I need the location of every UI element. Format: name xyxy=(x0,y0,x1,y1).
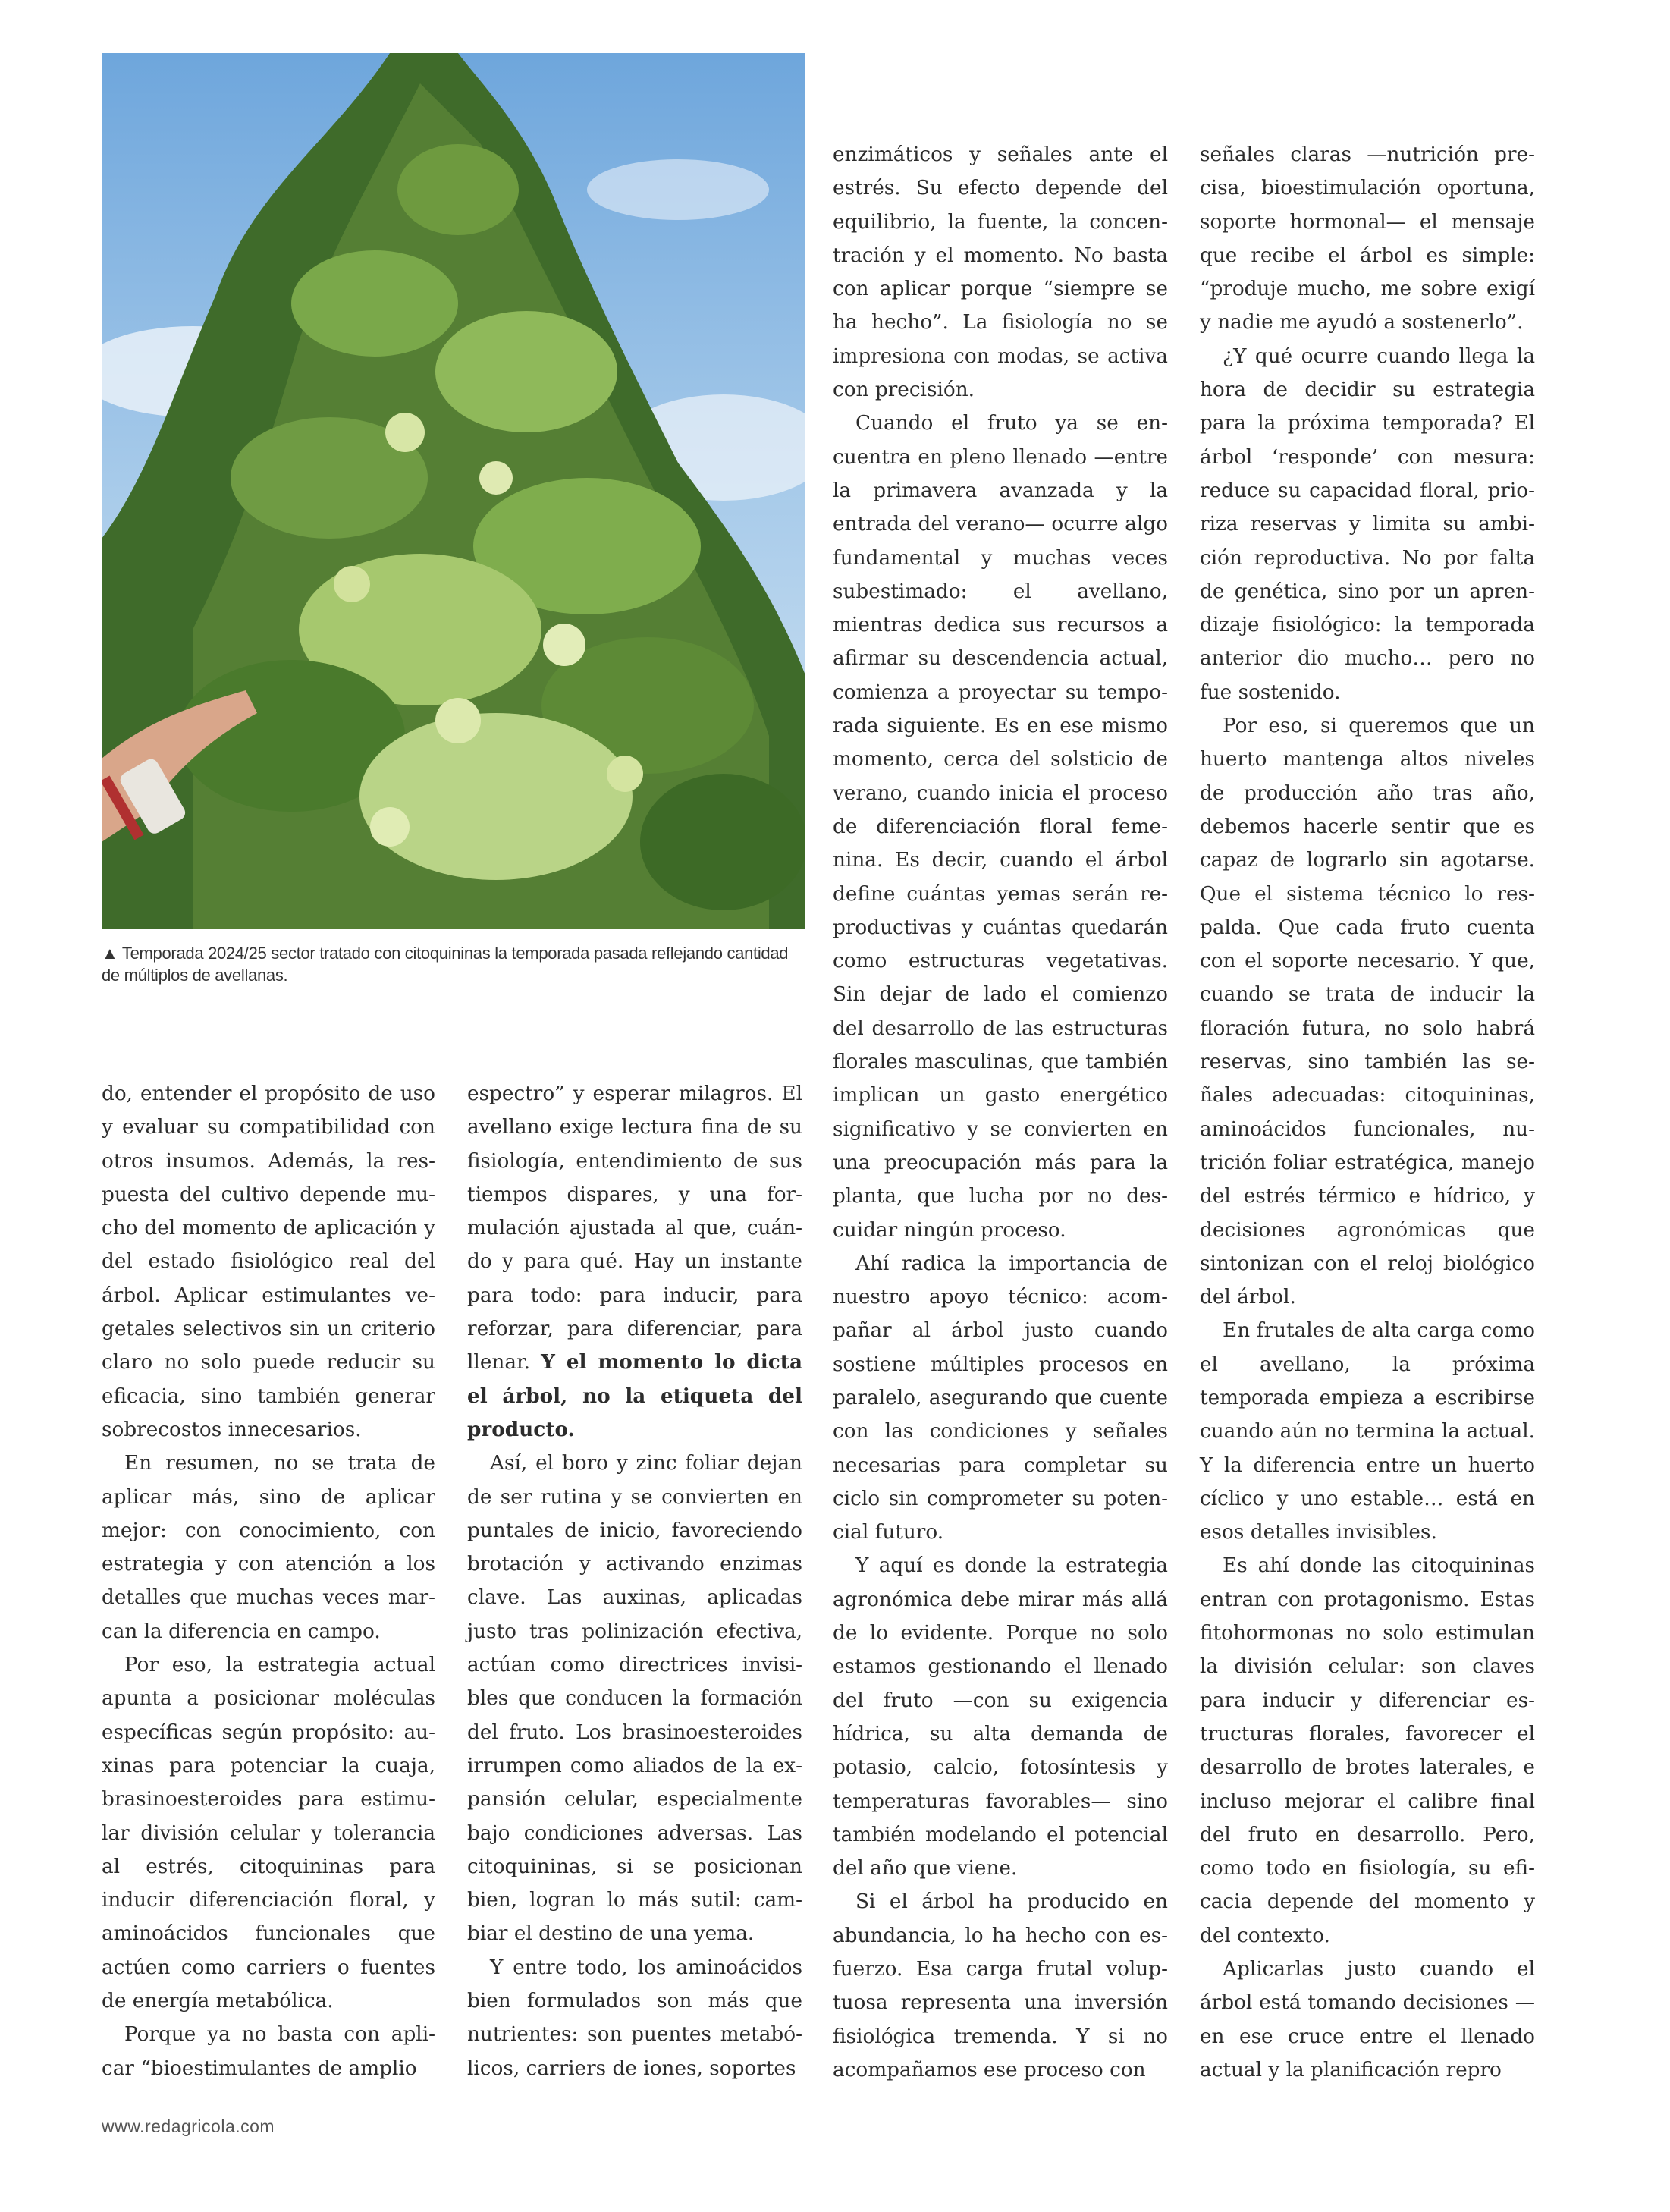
paragraph: Así, el boro y zinc foliar dejan de ser rutina y se convierten en puntales de inicio, favoreciendo brotación y activando enzimas clave. Las auxinas, aplicadas justo tras polinización efectiva, actúan como directrices invisibles que conducen la formación del fruto. Los brasinoesteroides irrumpen como aliados de la expansión celular, especialmente bajo condiciones adversas. Las citoquininas, si se posicionan bien, logran lo más sutil: cambiar el destino de una yema. xyxy=(467,1452,802,1946)
paragraph: En frutales de alta carga como el avellano, la próxima temporada empieza a escribirse cuando aún no termina la actual. Y la diferencia entre un huerto cíclico y uno estable… está en esos detalles invisibles. xyxy=(1200,1319,1535,1544)
paragraph: do, entender el propósito de uso y evaluar su compatibilidad con otros insumos. Además, la respuesta del cultivo depende mucho del momento de aplicación y del estado fisiológico real del árbol. Aplicar estimulantes vegetales selectivos sin un criterio claro no solo puede reducir su eficacia, sino también generar sobrecostos innecesarios. xyxy=(102,1082,435,1441)
column-4 xyxy=(1200,138,1535,2087)
photo-caption: ▲ Temporada 2024/25 sector tratado con citoquininas la temporada pasada reflejando cantidad de múltiplos de avellanas. xyxy=(102,944,789,985)
column-3 xyxy=(833,138,1168,2087)
paragraph: Y aquí es donde la estrategia agronómica debe mirar más allá de lo evidente. Porque no solo estamos gestionando el llenado del fruto —con su exigencia hídrica, su alta demanda de potasio, calcio, fotosíntesis y temperaturas favorables— sino también modelando el potencial del año que viene. xyxy=(833,1554,1168,1881)
paragraph: Cuando el fruto ya se encuentra en pleno llenado —entre la primavera avanzada y la entrada del verano— ocurre algo fundamental y muchas veces subestimado: el avellano, mientras dedica sus recursos a afirmar su descendencia actual, comienza a proyectar su temporada siguiente. Es en ese mismo momento, cerca del solsticio de verano, cuando inicia el proceso de diferenciación floral femenina. Es decir, cuando el árbol define cuántas yemas serán reproductivas y cuántas quedarán como estructuras vegetativas. Sin dejar de lado el comienzo del desarrollo de las estructuras florales masculinas, que también implican un gasto energético significativo y se convierten en una preocupación más para la planta, que lucha por no descuidar ningún proceso. xyxy=(833,412,1168,1242)
website-url: www.redagricola.com xyxy=(102,2116,275,2136)
paragraph: ¿Y qué ocurre cuando llega la hora de decidir su estrategia para la próxima temporada? El árbol ‘responde’ con mesura: reduce su capacidad floral, prioriza reservas y limita su ambición reproductiva. No por falta de genética, sino por un aprendizaje fisiológico: la temporada anterior dio mucho… pero no fue sostenido. xyxy=(1200,344,1535,704)
paragraph: Si el árbol ha producido en abundancia, lo ha hecho con esfuerzo. Esa carga frutal voluptuosa representa una inversión fisiológica tremenda. Y si no acompañamos ese proceso con xyxy=(833,1890,1168,2082)
emphasis-text: Y el momento lo dicta el árbol, no la etiqueta del producto. xyxy=(467,1350,802,1441)
paragraph xyxy=(467,1077,802,1447)
hazelnut-branch-illustration xyxy=(102,53,805,929)
paragraph: señales claras —nutrición precisa, bioestimulación oportuna, soporte hormonal— el mensaje que recibe el árbol es simple: “produje mucho, me sobre exigí y nadie me ayudó a sostenerlo”. xyxy=(1200,143,1535,335)
paragraph: enzimáticos y señales ante el estrés. Su efecto depende del equilibrio, la fuente, la concentración y el momento. No basta con aplicar porque “siempre se ha hecho”. La fisiología no se impresiona con modas, se activa con precisión. xyxy=(833,143,1168,402)
paragraph: Aplicarlas justo cuando el árbol está tomando decisiones —en ese cruce entre el llenado actual y la planificación repro xyxy=(1200,1958,1535,2082)
paragraph: Por eso, si queremos que un huerto mantenga altos niveles de producción año tras año, debemos hacerle sentir que es capaz de lograrlo sin agotarse. Que el sistema técnico lo respalda. Que cada fruto cuenta con el soporte necesario. Y que, cuando se trata de inducir la floración futura, no solo habrá reservas, sino también las señales adecuadas: citoquininas, aminoácidos funcionales, nutrición foliar estratégica, manejo del estrés térmico e hídrico, y decisiones agronómicas que sintonizan con el reloj biológico del árbol. xyxy=(1200,715,1535,1309)
paragraph: Ahí radica la importancia de nuestro apoyo técnico: acompañar al árbol justo cuando sostiene múltiples procesos en paralelo, asegurando que cuente con las condiciones y señales necesarias para completar su ciclo sin comprometer su potencial futuro. xyxy=(833,1252,1168,1544)
paragraph-text: espectro” y esperar milagros. El avellano exige lectura fina de su fisiología, entendimiento de sus tiempos dispares, y una formulación ajustada al que, cuándo y para qué. Hay un instante para todo: para inducir, para reforzar, para diferenciar, para llenar. xyxy=(467,1082,802,1375)
paragraph: Por eso, la estrategia actual apunta a posicionar moléculas específicas según propósito: auxinas para potenciar la cuaja, brasinoesteroides para estimular división celular y tolerancia al estrés, citoquininas para inducir diferenciación floral, y aminoácidos funcionales que actúen como carriers o fuentes de energía metabólica. xyxy=(102,1654,435,2013)
hazelnut-tree-photo xyxy=(102,53,805,929)
column-1 xyxy=(102,1077,435,2085)
paragraph: En resumen, no se trata de aplicar más, sino de aplicar mejor: con conocimiento, con estrategia y con atención a los detalles que muchas veces marcan la diferencia en campo. xyxy=(102,1452,435,1643)
column-2 xyxy=(467,1077,802,2085)
paragraph: Porque ya no basta con aplicar “bioestimulantes de amplio xyxy=(102,2023,435,2080)
paragraph: Y entre todo, los aminoácidos bien formulados son más que nutrientes: son puentes metabólicos, carriers de iones, soportes xyxy=(467,1956,802,2080)
paragraph: Es ahí donde las citoquininas entran con protagonismo. Estas fitohormonas no solo estimulan la división celular: son claves para inducir y diferenciar estructuras florales, favorecer el desarrollo de brotes laterales, e incluso mejorar el calibre final del fruto en desarrollo. Pero, como todo en fisiología, su eficacia depende del momento y del contexto. xyxy=(1200,1554,1535,1947)
